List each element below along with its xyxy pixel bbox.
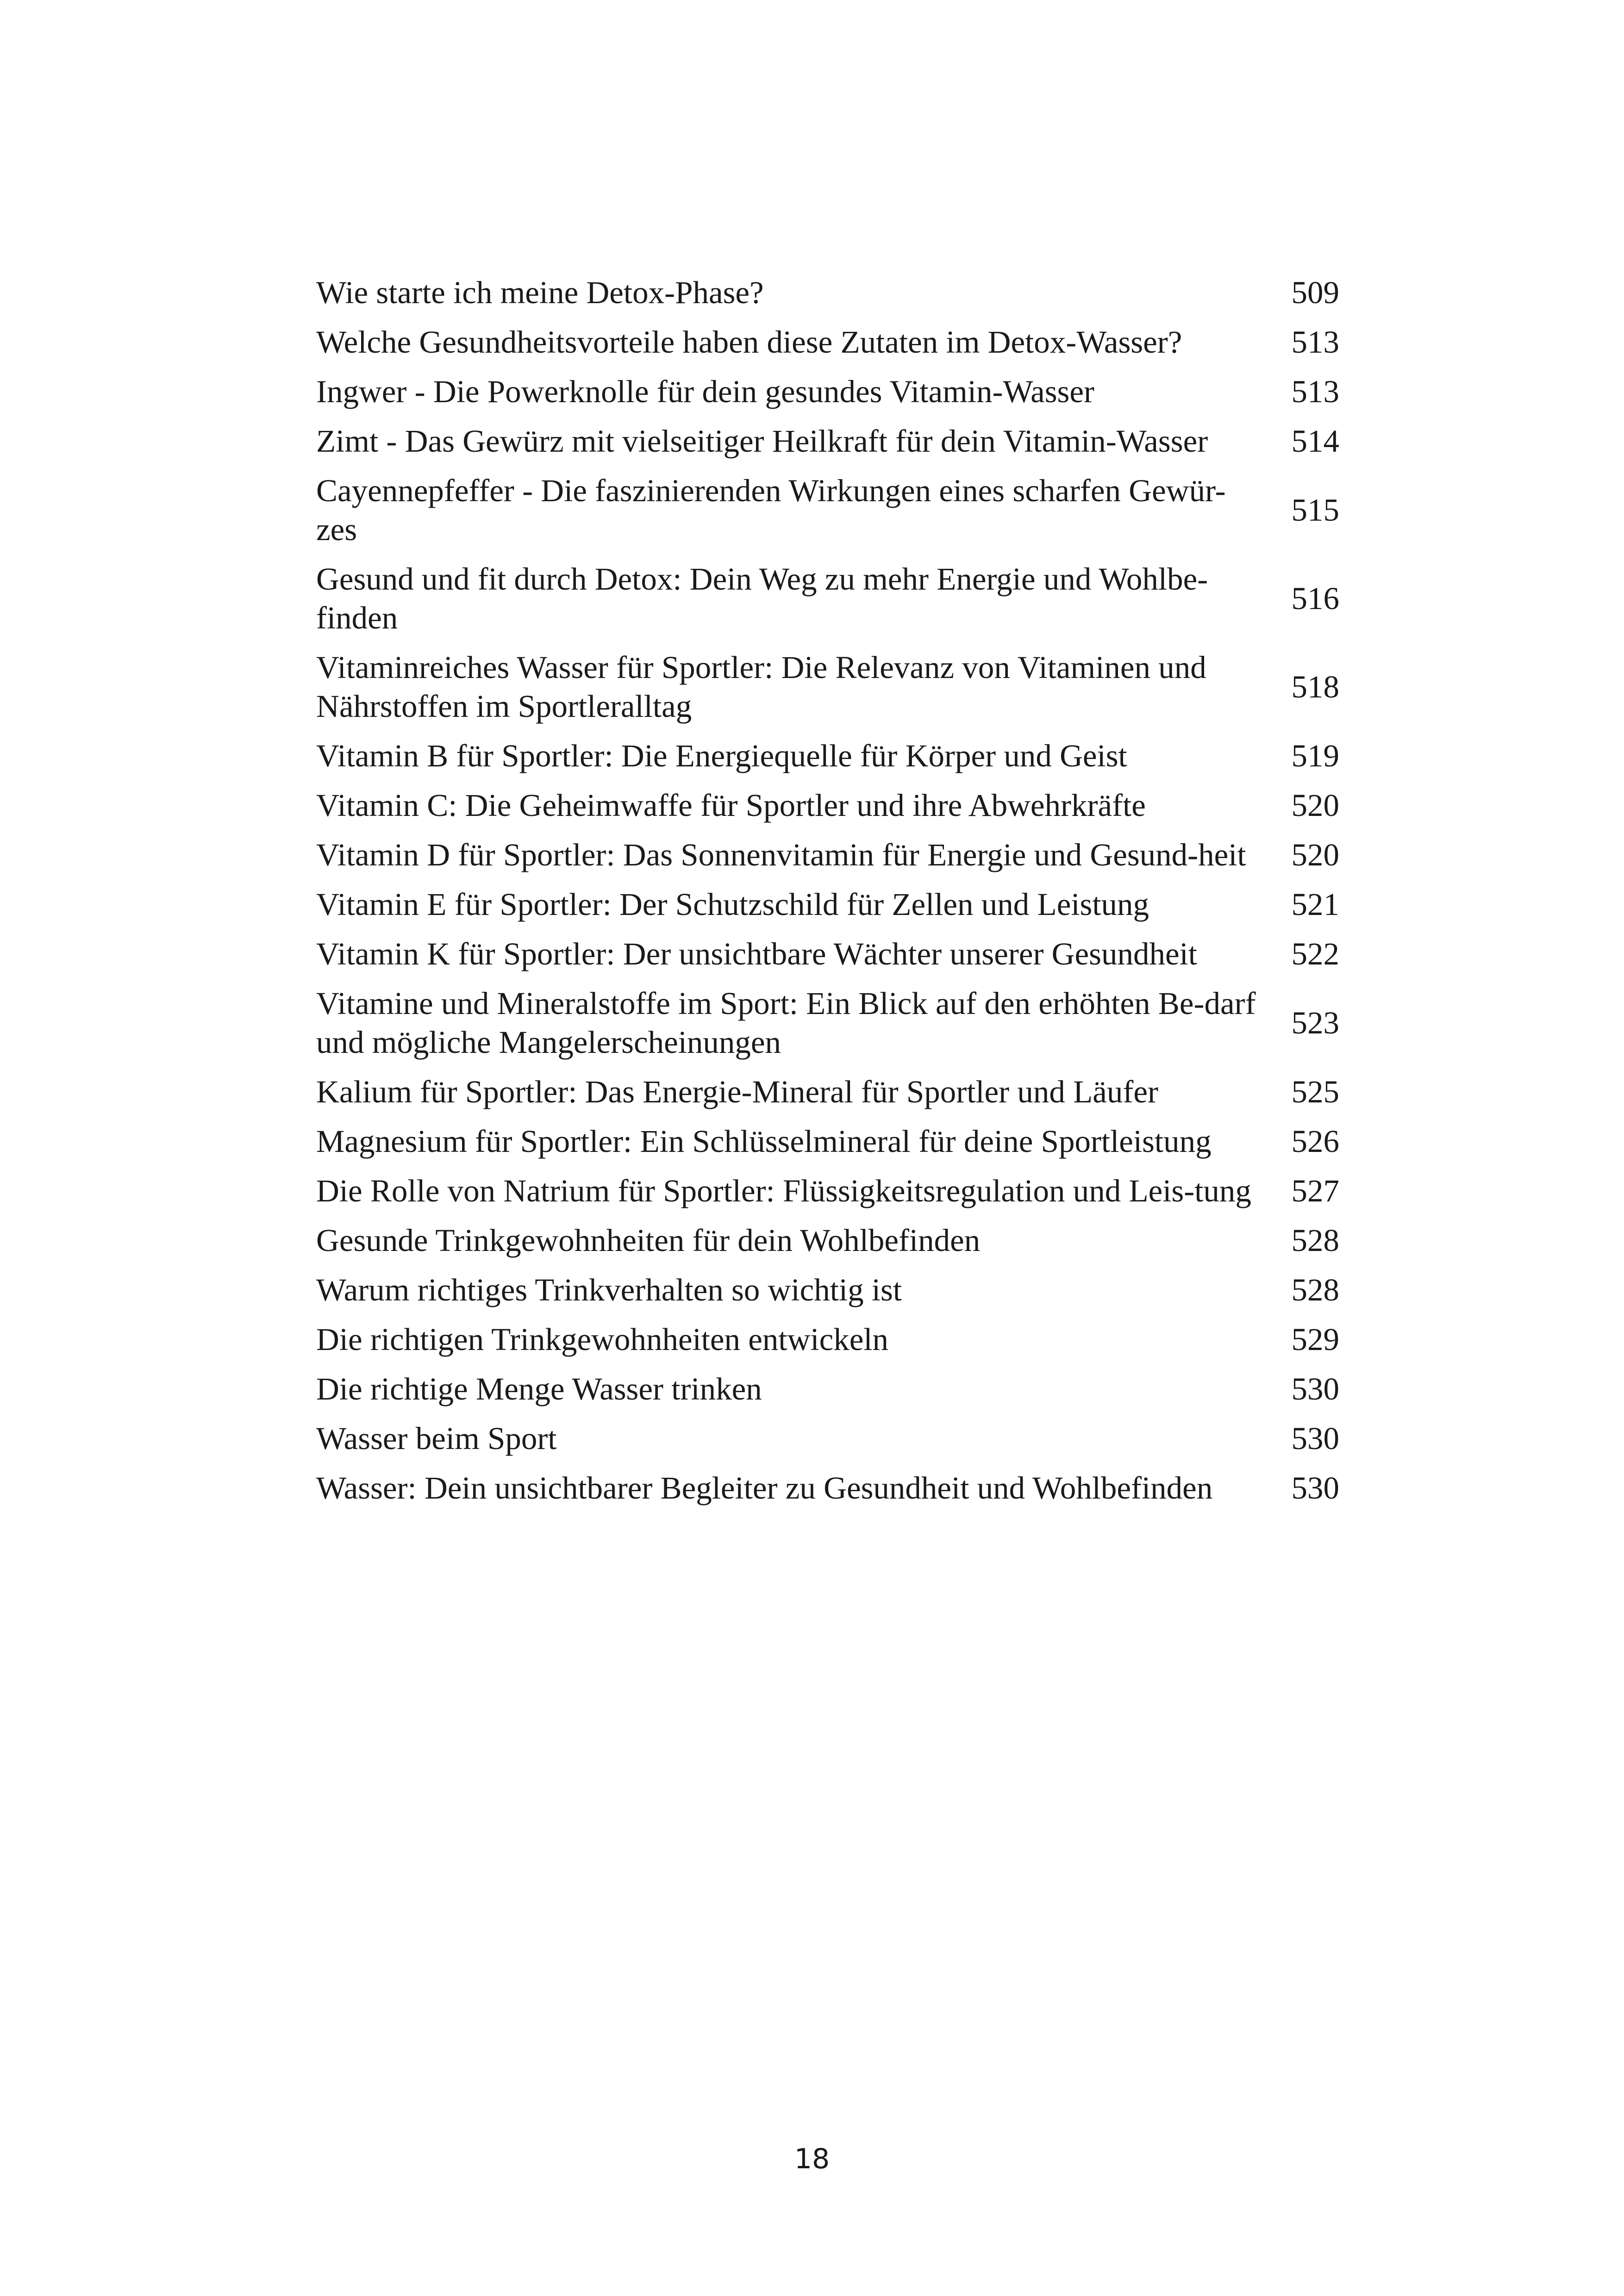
- toc-entry[interactable]: [316, 1468, 1339, 1507]
- toc-entry-title: Cayennepfeffer - Die faszinierenden Wirkungen eines scharfen Gewür-zes: [316, 473, 1226, 547]
- toc-entry-title: Vitamin C: Die Geheimwaffe für Sportler und ihre Abwehrkräfte: [316, 788, 1146, 823]
- toc-entry[interactable]: [316, 1419, 1339, 1458]
- toc-entry-title: Vitaminreiches Wasser für Sportler: Die Relevanz von Vitaminen und Nährstoffen im Sportleralltag: [316, 650, 1206, 724]
- toc-entry-page: 520: [1291, 837, 1339, 872]
- toc-entry-title: Vitamine und Mineralstoffe im Sport: Ein Blick auf den erhöhten Be-darf und mögliche Mangelerscheinungen: [316, 986, 1256, 1060]
- toc-entry-title: Warum richtiges Trinkverhalten so wichtig ist: [316, 1272, 902, 1307]
- toc-entry[interactable]: [316, 1320, 1339, 1359]
- toc-entry-page: 530: [1291, 1421, 1339, 1456]
- toc-entry[interactable]: [316, 648, 1339, 726]
- toc-entry[interactable]: [316, 984, 1339, 1062]
- toc-entry-page: 528: [1291, 1223, 1339, 1258]
- toc-entry[interactable]: [316, 273, 1339, 312]
- toc-entry[interactable]: [316, 471, 1339, 549]
- toc-entry-page: 519: [1291, 738, 1339, 773]
- toc-entry[interactable]: [316, 1270, 1339, 1309]
- toc-entry-title: Ingwer - Die Powerknolle für dein gesundes Vitamin-Wasser: [316, 374, 1094, 409]
- toc-entry-title: Vitamin E für Sportler: Der Schutzschild für Zellen und Leistung: [316, 887, 1149, 922]
- toc-entry[interactable]: [316, 835, 1339, 874]
- toc-entry-page: 527: [1291, 1173, 1339, 1208]
- toc-entry-title: Die richtigen Trinkgewohnheiten entwickeln: [316, 1322, 889, 1357]
- toc-entry-title: Vitamin K für Sportler: Der unsichtbare Wächter unserer Gesundheit: [316, 936, 1197, 971]
- toc-entry-title: Wasser: Dein unsichtbarer Begleiter zu Gesundheit und Wohlbefinden: [316, 1470, 1213, 1506]
- toc-entry-page: 513: [1291, 374, 1339, 409]
- toc-entry-page: 520: [1291, 788, 1339, 823]
- toc-entry-title: Vitamin D für Sportler: Das Sonnenvitamin für Energie und Gesund-heit: [316, 837, 1246, 872]
- toc-entry-title: Wie starte ich meine Detox-Phase?: [316, 275, 764, 310]
- toc-entry-title: Die richtige Menge Wasser trinken: [316, 1371, 762, 1406]
- toc-entry[interactable]: [316, 1221, 1339, 1260]
- toc-entry-page: 513: [1291, 324, 1339, 360]
- toc-entry[interactable]: [316, 422, 1339, 460]
- toc-entry[interactable]: [316, 1369, 1339, 1408]
- toc-entry-title: Vitamin B für Sportler: Die Energiequelle für Körper und Geist: [316, 738, 1127, 773]
- toc-entry-title: Magnesium für Sportler: Ein Schlüsselmineral für deine Sportleistung: [316, 1124, 1212, 1159]
- toc-entry-title: Kalium für Sportler: Das Energie-Mineral für Sportler und Läufer: [316, 1074, 1158, 1109]
- toc-entry-title: Die Rolle von Natrium für Sportler: Flüssigkeitsregulation und Leis-tung: [316, 1173, 1251, 1208]
- toc-entry-page: 530: [1291, 1470, 1339, 1506]
- toc-entry-page: 515: [1291, 492, 1339, 528]
- toc-entry[interactable]: [316, 736, 1339, 775]
- toc-entry[interactable]: [316, 786, 1339, 825]
- toc-entry-title: Gesund und fit durch Detox: Dein Weg zu mehr Energie und Wohlbe-finden: [316, 561, 1208, 635]
- toc-entry-page: 521: [1291, 887, 1339, 922]
- toc-entry[interactable]: [316, 1122, 1339, 1161]
- page-number: 18: [794, 2143, 830, 2175]
- toc-entry-title: Wasser beim Sport: [316, 1421, 557, 1456]
- toc-entry[interactable]: [316, 885, 1339, 924]
- toc-entry-page: 509: [1291, 275, 1339, 310]
- toc-entry[interactable]: [316, 372, 1339, 411]
- toc-entry[interactable]: [316, 1072, 1339, 1111]
- toc-entry-page: 522: [1291, 936, 1339, 971]
- toc-entry-page: 530: [1291, 1371, 1339, 1406]
- toc-entry-page: 526: [1291, 1124, 1339, 1159]
- toc-entry-page: 525: [1291, 1074, 1339, 1109]
- toc-entry[interactable]: [316, 323, 1339, 361]
- toc-entry[interactable]: [316, 934, 1339, 973]
- toc-entry-title: Welche Gesundheitsvorteile haben diese Zutaten im Detox-Wasser?: [316, 324, 1182, 360]
- toc-entry-page: 514: [1291, 423, 1339, 459]
- toc-entry-page: 523: [1291, 1005, 1339, 1040]
- table-of-contents: [316, 273, 1339, 1518]
- toc-entry-title: Zimt - Das Gewürz mit vielseitiger Heilkraft für dein Vitamin-Wasser: [316, 423, 1208, 459]
- toc-entry-page: 529: [1291, 1322, 1339, 1357]
- toc-entry-page: 518: [1291, 669, 1339, 704]
- toc-entry-page: 528: [1291, 1272, 1339, 1307]
- toc-entry[interactable]: [316, 560, 1339, 637]
- toc-entry[interactable]: [316, 1171, 1339, 1210]
- toc-entry-page: 516: [1291, 581, 1339, 616]
- toc-entry-title: Gesunde Trinkgewohnheiten für dein Wohlbefinden: [316, 1223, 981, 1258]
